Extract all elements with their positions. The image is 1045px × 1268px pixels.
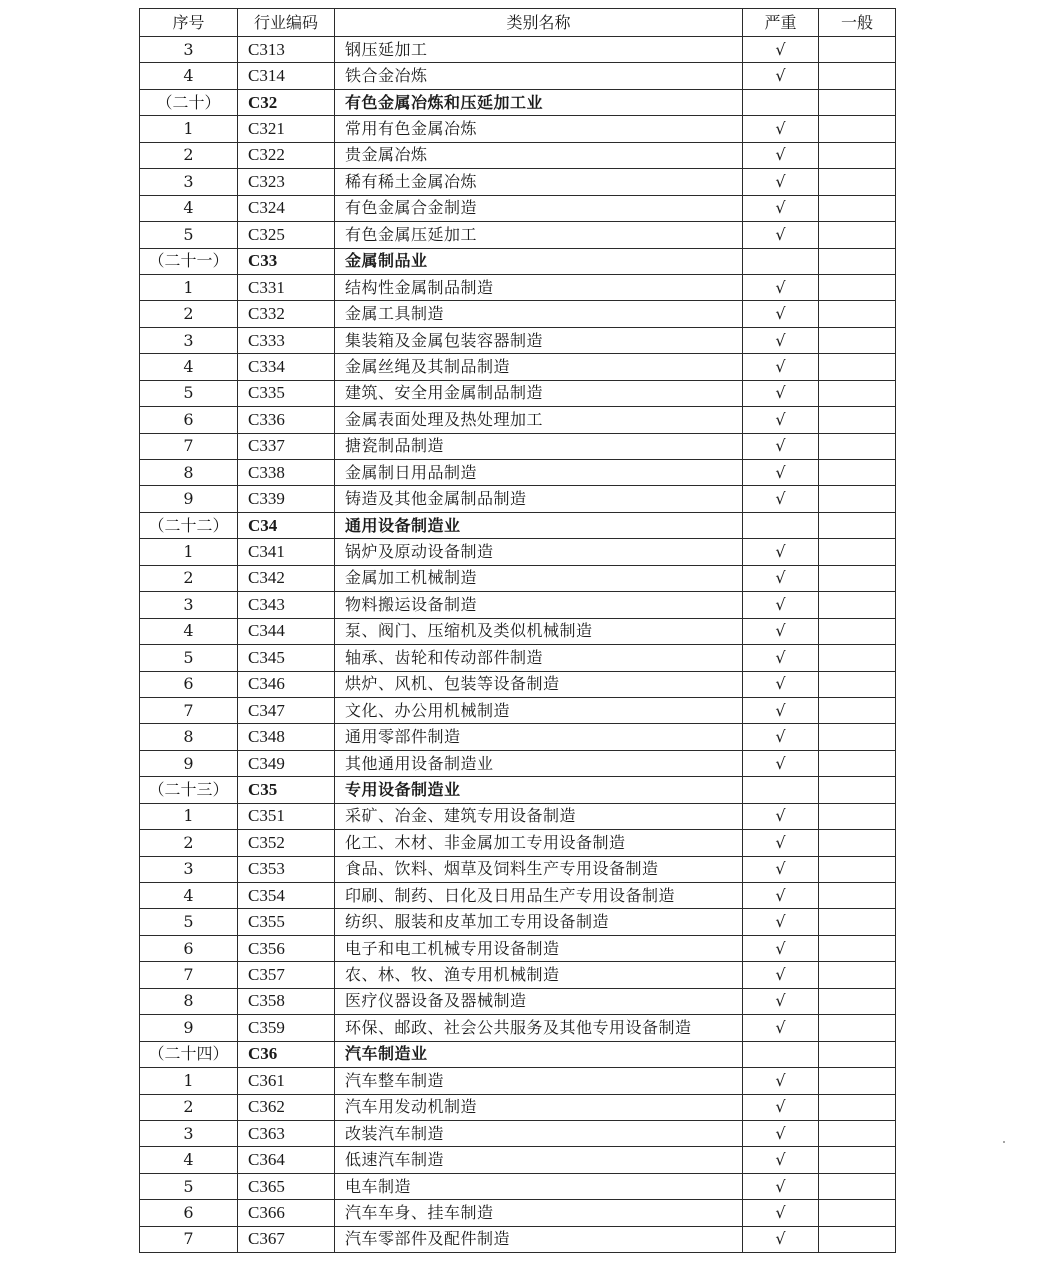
- cell-code: C346: [238, 671, 335, 697]
- cell-general: [819, 803, 896, 829]
- document-page: [139, 8, 895, 1253]
- table-row: [140, 883, 896, 909]
- table-row: [140, 988, 896, 1014]
- cell-name: 电子和电工机械专用设备制造: [335, 935, 743, 961]
- cell-severe: √: [743, 354, 819, 380]
- cell-code: C333: [238, 327, 335, 353]
- header-severe: 严重: [743, 9, 819, 37]
- cell-seq: 2: [140, 301, 238, 327]
- cell-severe: √: [743, 1068, 819, 1094]
- cell-severe: √: [743, 856, 819, 882]
- cell-severe: √: [743, 671, 819, 697]
- cell-name: 印刷、制药、日化及日用品生产专用设备制造: [335, 883, 743, 909]
- cell-code: C362: [238, 1094, 335, 1120]
- cell-name: 钢压延加工: [335, 37, 743, 63]
- cell-seq: （二十一）: [140, 248, 238, 274]
- cell-code: C341: [238, 539, 335, 565]
- cell-name: 文化、办公用机械制造: [335, 697, 743, 723]
- header-general: 一般: [819, 9, 896, 37]
- cell-seq: （二十）: [140, 89, 238, 115]
- cell-seq: 2: [140, 142, 238, 168]
- cell-name: 通用零部件制造: [335, 724, 743, 750]
- table-row: [140, 1120, 896, 1146]
- cell-general: [819, 116, 896, 142]
- cell-name: 食品、饮料、烟草及饲料生产专用设备制造: [335, 856, 743, 882]
- cell-severe: √: [743, 1120, 819, 1146]
- cell-code: C331: [238, 274, 335, 300]
- cell-general: [819, 1015, 896, 1041]
- cell-code: C325: [238, 222, 335, 248]
- cell-general: [819, 697, 896, 723]
- cell-severe: √: [743, 565, 819, 591]
- table-row: [140, 116, 896, 142]
- cell-severe: √: [743, 486, 819, 512]
- cell-code: C34: [238, 512, 335, 538]
- cell-general: [819, 671, 896, 697]
- cell-severe: √: [743, 63, 819, 89]
- cell-name: 搪瓷制品制造: [335, 433, 743, 459]
- cell-severe: √: [743, 962, 819, 988]
- table-body: [140, 37, 896, 1253]
- cell-code: C336: [238, 407, 335, 433]
- cell-seq: 7: [140, 697, 238, 723]
- cell-code: C339: [238, 486, 335, 512]
- table-row: [140, 460, 896, 486]
- cell-severe: √: [743, 830, 819, 856]
- cell-name: 汽车车身、挂车制造: [335, 1200, 743, 1226]
- cell-severe: √: [743, 327, 819, 353]
- table-row: [140, 565, 896, 591]
- cell-name: 泵、阀门、压缩机及类似机械制造: [335, 618, 743, 644]
- table-row: [140, 909, 896, 935]
- table-row: [140, 935, 896, 961]
- cell-seq: 7: [140, 433, 238, 459]
- cell-code: C361: [238, 1068, 335, 1094]
- cell-code: C347: [238, 697, 335, 723]
- cell-seq: 5: [140, 380, 238, 406]
- cell-seq: 2: [140, 830, 238, 856]
- cell-code: C358: [238, 988, 335, 1014]
- table-row: [140, 750, 896, 776]
- cell-general: [819, 750, 896, 776]
- cell-general: [819, 1094, 896, 1120]
- category-row: [140, 89, 896, 115]
- cell-seq: 3: [140, 327, 238, 353]
- cell-severe: √: [743, 407, 819, 433]
- cell-name: 金属制品业: [335, 248, 743, 274]
- cell-code: C338: [238, 460, 335, 486]
- table-row: [140, 618, 896, 644]
- cell-seq: 5: [140, 1173, 238, 1199]
- cell-code: C355: [238, 909, 335, 935]
- cell-general: [819, 37, 896, 63]
- cell-name: 纺织、服装和皮革加工专用设备制造: [335, 909, 743, 935]
- cell-general: [819, 274, 896, 300]
- cell-name: 专用设备制造业: [335, 777, 743, 803]
- cell-general: [819, 883, 896, 909]
- scan-speck: [1003, 1141, 1005, 1143]
- cell-seq: 5: [140, 222, 238, 248]
- cell-seq: 4: [140, 195, 238, 221]
- cell-general: [819, 830, 896, 856]
- table-row: [140, 327, 896, 353]
- cell-code: C35: [238, 777, 335, 803]
- cell-general: [819, 354, 896, 380]
- cell-severe: √: [743, 1094, 819, 1120]
- cell-name: 环保、邮政、社会公共服务及其他专用设备制造: [335, 1015, 743, 1041]
- cell-seq: 3: [140, 1120, 238, 1146]
- cell-name: 烘炉、风机、包装等设备制造: [335, 671, 743, 697]
- cell-seq: 9: [140, 486, 238, 512]
- cell-name: 锅炉及原动设备制造: [335, 539, 743, 565]
- cell-severe: √: [743, 433, 819, 459]
- cell-general: [819, 407, 896, 433]
- cell-seq: （二十四）: [140, 1041, 238, 1067]
- cell-severe: [743, 777, 819, 803]
- cell-name: 有色金属冶炼和压延加工业: [335, 89, 743, 115]
- cell-general: [819, 935, 896, 961]
- cell-severe: √: [743, 618, 819, 644]
- cell-code: C353: [238, 856, 335, 882]
- table-row: [140, 962, 896, 988]
- cell-severe: √: [743, 37, 819, 63]
- cell-name: 通用设备制造业: [335, 512, 743, 538]
- cell-general: [819, 433, 896, 459]
- cell-seq: 2: [140, 1094, 238, 1120]
- table-row: [140, 671, 896, 697]
- cell-general: [819, 645, 896, 671]
- cell-severe: √: [743, 380, 819, 406]
- cell-general: [819, 248, 896, 274]
- header-code: 行业编码: [238, 9, 335, 37]
- table-row: [140, 724, 896, 750]
- cell-code: C343: [238, 592, 335, 618]
- cell-seq: 7: [140, 962, 238, 988]
- cell-general: [819, 222, 896, 248]
- cell-seq: 1: [140, 803, 238, 829]
- cell-code: C344: [238, 618, 335, 644]
- cell-name: 常用有色金属冶炼: [335, 116, 743, 142]
- cell-severe: [743, 512, 819, 538]
- cell-name: 有色金属合金制造: [335, 195, 743, 221]
- cell-seq: 4: [140, 63, 238, 89]
- cell-severe: [743, 248, 819, 274]
- cell-code: C352: [238, 830, 335, 856]
- cell-severe: √: [743, 803, 819, 829]
- cell-general: [819, 512, 896, 538]
- cell-severe: √: [743, 460, 819, 486]
- cell-seq: 8: [140, 460, 238, 486]
- cell-code: C348: [238, 724, 335, 750]
- table-row: [140, 63, 896, 89]
- cell-seq: 8: [140, 988, 238, 1014]
- cell-name: 贵金属冶炼: [335, 142, 743, 168]
- cell-seq: 1: [140, 274, 238, 300]
- table-row: [140, 539, 896, 565]
- cell-name: 汽车制造业: [335, 1041, 743, 1067]
- cell-name: 汽车整车制造: [335, 1068, 743, 1094]
- cell-code: C351: [238, 803, 335, 829]
- cell-general: [819, 169, 896, 195]
- cell-code: C345: [238, 645, 335, 671]
- cell-code: C32: [238, 89, 335, 115]
- table-row: [140, 1068, 896, 1094]
- cell-name: 改装汽车制造: [335, 1120, 743, 1146]
- table-row: [140, 407, 896, 433]
- cell-code: C332: [238, 301, 335, 327]
- cell-code: C359: [238, 1015, 335, 1041]
- cell-code: C334: [238, 354, 335, 380]
- cell-general: [819, 962, 896, 988]
- cell-general: [819, 89, 896, 115]
- table-row: [140, 1147, 896, 1173]
- cell-name: 金属制日用品制造: [335, 460, 743, 486]
- cell-general: [819, 1173, 896, 1199]
- cell-code: C335: [238, 380, 335, 406]
- cell-seq: 7: [140, 1226, 238, 1252]
- table-header-row: [140, 9, 896, 37]
- cell-severe: √: [743, 222, 819, 248]
- cell-seq: 6: [140, 407, 238, 433]
- cell-severe: √: [743, 724, 819, 750]
- table-row: [140, 830, 896, 856]
- table-row: [140, 803, 896, 829]
- cell-name: 电车制造: [335, 1173, 743, 1199]
- cell-code: C323: [238, 169, 335, 195]
- cell-severe: [743, 1041, 819, 1067]
- cell-severe: √: [743, 116, 819, 142]
- cell-seq: 1: [140, 1068, 238, 1094]
- cell-general: [819, 909, 896, 935]
- cell-code: C367: [238, 1226, 335, 1252]
- cell-general: [819, 1041, 896, 1067]
- cell-name: 农、林、牧、渔专用机械制造: [335, 962, 743, 988]
- cell-code: C321: [238, 116, 335, 142]
- cell-general: [819, 1226, 896, 1252]
- cell-general: [819, 486, 896, 512]
- cell-code: C342: [238, 565, 335, 591]
- cell-seq: 4: [140, 883, 238, 909]
- cell-general: [819, 592, 896, 618]
- cell-code: C36: [238, 1041, 335, 1067]
- cell-name: 轴承、齿轮和传动部件制造: [335, 645, 743, 671]
- cell-general: [819, 380, 896, 406]
- cell-general: [819, 988, 896, 1014]
- cell-seq: 4: [140, 1147, 238, 1173]
- cell-seq: 3: [140, 37, 238, 63]
- cell-code: C324: [238, 195, 335, 221]
- cell-severe: √: [743, 1015, 819, 1041]
- cell-name: 铸造及其他金属制品制造: [335, 486, 743, 512]
- cell-name: 其他通用设备制造业: [335, 750, 743, 776]
- cell-severe: √: [743, 1200, 819, 1226]
- cell-general: [819, 856, 896, 882]
- table-row: [140, 222, 896, 248]
- cell-seq: 2: [140, 565, 238, 591]
- cell-general: [819, 1120, 896, 1146]
- table-row: [140, 697, 896, 723]
- table-row: [140, 645, 896, 671]
- category-row: [140, 777, 896, 803]
- cell-general: [819, 565, 896, 591]
- cell-seq: 3: [140, 169, 238, 195]
- table-row: [140, 274, 896, 300]
- cell-seq: 1: [140, 116, 238, 142]
- cell-name: 采矿、冶金、建筑专用设备制造: [335, 803, 743, 829]
- cell-name: 物料搬运设备制造: [335, 592, 743, 618]
- cell-name: 金属工具制造: [335, 301, 743, 327]
- table-row: [140, 354, 896, 380]
- cell-severe: √: [743, 274, 819, 300]
- cell-general: [819, 460, 896, 486]
- cell-seq: 1: [140, 539, 238, 565]
- cell-code: C314: [238, 63, 335, 89]
- cell-severe: √: [743, 592, 819, 618]
- cell-general: [819, 63, 896, 89]
- cell-seq: 9: [140, 750, 238, 776]
- cell-code: C354: [238, 883, 335, 909]
- cell-name: 结构性金属制品制造: [335, 274, 743, 300]
- cell-severe: √: [743, 750, 819, 776]
- category-row: [140, 248, 896, 274]
- cell-severe: √: [743, 169, 819, 195]
- cell-code: C364: [238, 1147, 335, 1173]
- cell-severe: √: [743, 909, 819, 935]
- header-seq: 序号: [140, 9, 238, 37]
- cell-general: [819, 777, 896, 803]
- cell-code: C363: [238, 1120, 335, 1146]
- cell-name: 汽车用发动机制造: [335, 1094, 743, 1120]
- cell-seq: 9: [140, 1015, 238, 1041]
- cell-severe: √: [743, 988, 819, 1014]
- cell-severe: √: [743, 195, 819, 221]
- cell-name: 稀有稀土金属冶炼: [335, 169, 743, 195]
- table-row: [140, 37, 896, 63]
- category-row: [140, 512, 896, 538]
- cell-code: C366: [238, 1200, 335, 1226]
- cell-general: [819, 539, 896, 565]
- cell-severe: √: [743, 697, 819, 723]
- table-row: [140, 1173, 896, 1199]
- cell-name: 铁合金冶炼: [335, 63, 743, 89]
- cell-name: 有色金属压延加工: [335, 222, 743, 248]
- cell-general: [819, 195, 896, 221]
- cell-severe: √: [743, 142, 819, 168]
- cell-general: [819, 618, 896, 644]
- cell-general: [819, 1200, 896, 1226]
- table-row: [140, 195, 896, 221]
- cell-general: [819, 301, 896, 327]
- table-row: [140, 301, 896, 327]
- cell-severe: [743, 89, 819, 115]
- cell-seq: （二十三）: [140, 777, 238, 803]
- table-row: [140, 380, 896, 406]
- cell-name: 金属加工机械制造: [335, 565, 743, 591]
- table-row: [140, 142, 896, 168]
- cell-seq: 3: [140, 856, 238, 882]
- cell-seq: 3: [140, 592, 238, 618]
- cell-code: C365: [238, 1173, 335, 1199]
- cell-seq: 4: [140, 354, 238, 380]
- cell-general: [819, 327, 896, 353]
- cell-severe: √: [743, 301, 819, 327]
- table-row: [140, 486, 896, 512]
- cell-code: C313: [238, 37, 335, 63]
- cell-name: 金属表面处理及热处理加工: [335, 407, 743, 433]
- cell-name: 汽车零部件及配件制造: [335, 1226, 743, 1252]
- table-row: [140, 1226, 896, 1252]
- cell-general: [819, 724, 896, 750]
- cell-name: 集装箱及金属包装容器制造: [335, 327, 743, 353]
- table-row: [140, 169, 896, 195]
- cell-severe: √: [743, 935, 819, 961]
- table-row: [140, 433, 896, 459]
- table-row: [140, 592, 896, 618]
- cell-code: C337: [238, 433, 335, 459]
- cell-seq: 5: [140, 909, 238, 935]
- cell-seq: 8: [140, 724, 238, 750]
- cell-seq: 6: [140, 1200, 238, 1226]
- cell-severe: √: [743, 1173, 819, 1199]
- cell-severe: √: [743, 539, 819, 565]
- cell-code: C33: [238, 248, 335, 274]
- table-row: [140, 1200, 896, 1226]
- cell-code: C356: [238, 935, 335, 961]
- category-row: [140, 1041, 896, 1067]
- cell-seq: 5: [140, 645, 238, 671]
- industry-classification-table: [139, 8, 896, 1253]
- header-name: 类别名称: [335, 9, 743, 37]
- cell-seq: 6: [140, 671, 238, 697]
- table-row: [140, 1015, 896, 1041]
- cell-general: [819, 142, 896, 168]
- cell-name: 医疗仪器设备及器械制造: [335, 988, 743, 1014]
- cell-seq: 6: [140, 935, 238, 961]
- cell-code: C322: [238, 142, 335, 168]
- cell-code: C349: [238, 750, 335, 776]
- cell-name: 化工、木材、非金属加工专用设备制造: [335, 830, 743, 856]
- cell-code: C357: [238, 962, 335, 988]
- cell-seq: （二十二）: [140, 512, 238, 538]
- table-row: [140, 1094, 896, 1120]
- cell-severe: √: [743, 1147, 819, 1173]
- table-row: [140, 856, 896, 882]
- cell-general: [819, 1147, 896, 1173]
- cell-severe: √: [743, 645, 819, 671]
- cell-name: 低速汽车制造: [335, 1147, 743, 1173]
- cell-name: 金属丝绳及其制品制造: [335, 354, 743, 380]
- cell-seq: 4: [140, 618, 238, 644]
- cell-severe: √: [743, 1226, 819, 1252]
- cell-severe: √: [743, 883, 819, 909]
- cell-general: [819, 1068, 896, 1094]
- cell-name: 建筑、安全用金属制品制造: [335, 380, 743, 406]
